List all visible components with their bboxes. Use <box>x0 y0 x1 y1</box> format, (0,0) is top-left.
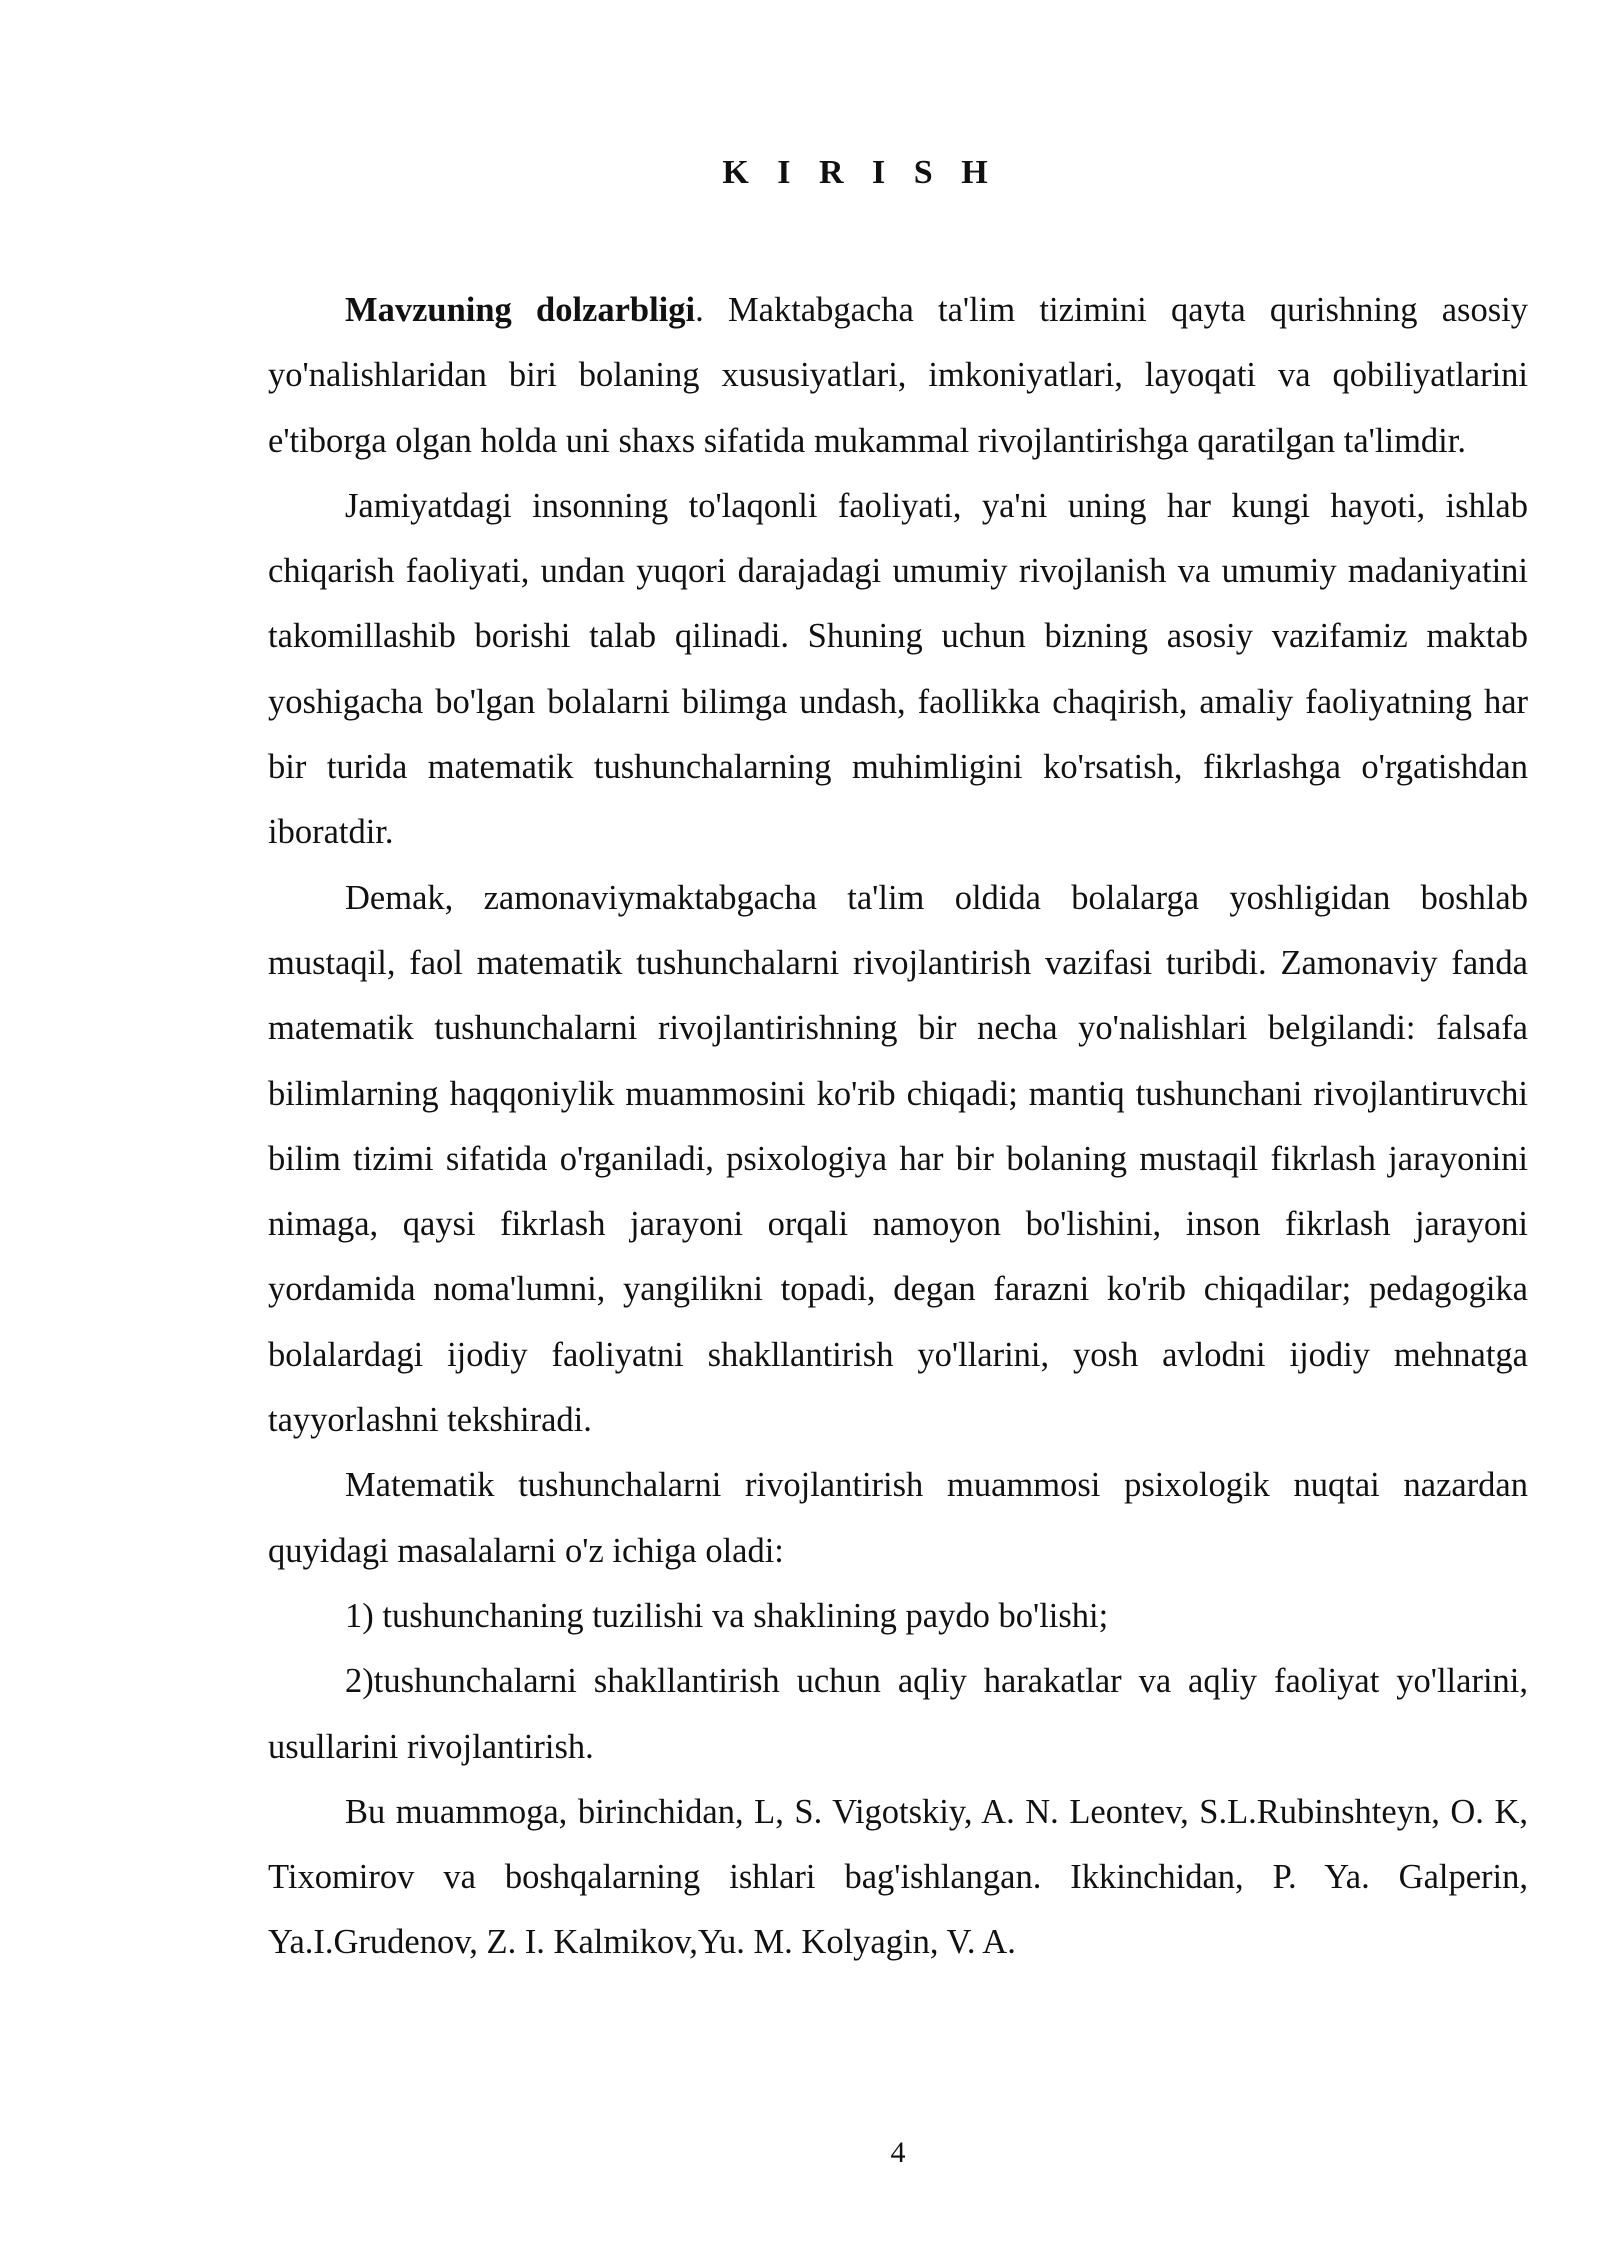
paragraph: Matematik tushunchalarni rivojlantirish muammosi psixologik nuqtai nazardan quyidagi masalalarni o'z ichiga oladi: <box>268 1466 1528 1570</box>
body-text <box>268 278 1528 1976</box>
paragraph-text: . Maktabgacha ta'lim tizimini qayta qurishning asosiy yo'nalishlaridan biri bolaning xususiyatlari, imkoniyatlari, layoqati va qobiliyatlarini e'tiborga olgan holda uni shaxs sifatida mukammal rivojlantirishga qaratilgan ta'limdir. <box>268 291 1528 460</box>
section-title: K I R I S H <box>722 154 998 191</box>
paragraph-relevance <box>268 278 1528 474</box>
paragraph-lead: Mavzuning dolzarbligi <box>345 291 696 329</box>
paragraph: Jamiyatdagi insonning to'laqonli faoliyati, ya'ni uning har kungi hayoti, ishlab chiqarish faoliyati, undan yuqori darajadagi umumiy rivojlanish va umumiy madaniyatini takomillashib borishi talab qilinadi. Shuning uchun bizning asosiy vazifamiz maktab yoshigacha bo'lgan bolalarni bilimga undash, faollikka chaqirish, amaliy faoliyatning har bir turida matematik tushunchalarning muhimligini ko'rsatish, fikrlashga o'rgatishdan iboratdir. <box>268 486 1528 852</box>
page-number: 4 <box>890 2136 906 2169</box>
list-item: 1) tushunchaning tuzilishi va shaklining paydo bo'lishi; <box>345 1596 1109 1635</box>
paragraph: Bu muammoga, birinchidan, L, S. Vigotskiy, A. N. Leontev, S.L.Rubinshteyn, O. K, Tixomirov va boshqalarning ishlari bag'ishlangan. Ikkinchidan, P. Ya. Galperin, Ya.I.Grudenov, Z. I. Kalmikov,Yu. M. Kolyagin, V. A. <box>268 1792 1528 1962</box>
list-item: 2)tushunchalarni shakllantirish uchun aqliy harakatlar va aqliy faoliyat yo'llarini, usullarini rivojlantirish. <box>268 1662 1528 1766</box>
paragraph: Demak, zamonaviymaktabgacha ta'lim oldida bolalarga yoshligidan boshlab mustaqil, faol matematik tushunchalarni rivojlantirish vazifasi turibdi. Zamonaviy fanda matematik tushunchalarni rivojlantirishning bir necha yo'nalishlari belgilandi: falsafa bilimlarning haqqoniylik muammosini ko'rib chiqadi; mantiq tushunchani rivojlantiruvchi bilim tizimi sifatida o'rganiladi, psixologiya har bir bolaning mustaqil fikrlash jarayonini nimaga, qaysi fikrlash jarayoni orqali namoyon bo'lishini, inson fikrlash jarayoni yordamida noma'lumni, yangilikni topadi, degan farazni ko'rib chiqadilar; pedagogika bolalardagi ijodiy faoliyatni shakllantirish yo'llarini, yosh avlodni ijodiy mehnatga tayyorlashni tekshiradi. <box>268 878 1528 1440</box>
